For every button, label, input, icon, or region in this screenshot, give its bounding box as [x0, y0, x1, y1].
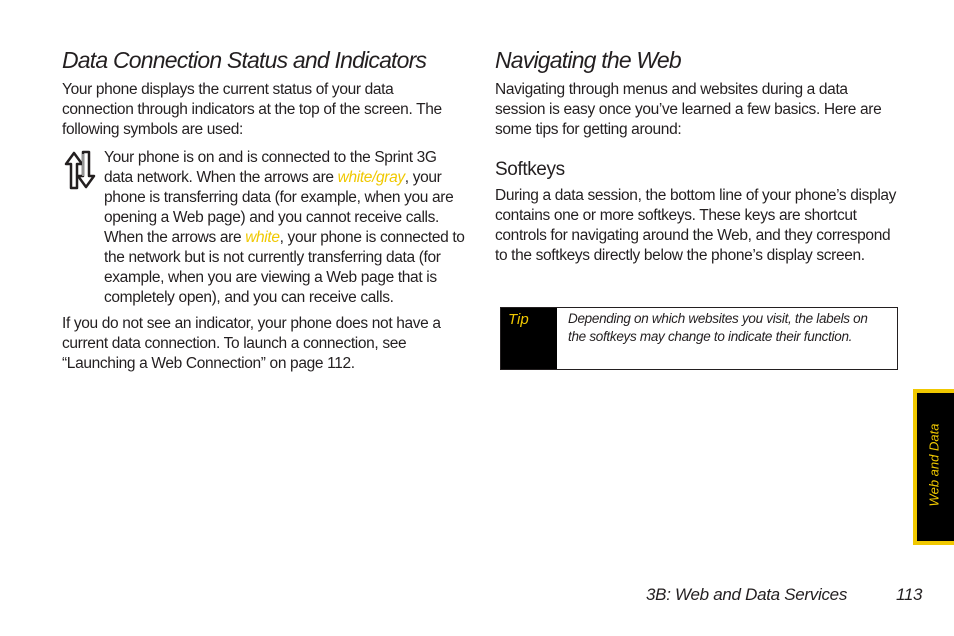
indicator-text-1: Your phone is on and is connected to the Sprint 3G data network. When the arrows are [104, 149, 437, 186]
indicator-item [62, 148, 467, 308]
side-tab [913, 389, 954, 545]
outro-paragraph: If you do not see an indicator, your phone does not have a current data connection. To launch a connection, see “Launching a Web Connection” on page 112. [62, 315, 441, 372]
softkeys-paragraph: During a data session, the bottom line of your phone’s display contains one or more softkeys. These keys are shortcut controls for navigating around the Web, and they correspond to the softkeys directly below the phone’s display screen. [495, 187, 897, 264]
softkeys-subheading: Softkeys [495, 159, 565, 180]
page-number: 113 [896, 585, 923, 604]
web-intro-paragraph: Navigating through menus and websites during a data session is easy once you’ve learned a few basics. Here are some tips for getting around: [495, 81, 882, 138]
tip-box [500, 307, 898, 370]
indicator-text-2: , your phone is transferring data (for example, when you are opening a Web page) and you cannot receive calls. When the arrows are [104, 169, 454, 246]
highlight-white: white [245, 229, 280, 246]
tip-text: Depending on which websites you visit, the labels on the softkeys may change to indicate their function. [568, 311, 868, 344]
footer-section-title: 3B: Web and Data Services [646, 585, 848, 604]
left-column [62, 44, 467, 374]
side-tab-label: Web and Data [926, 423, 942, 507]
indicator-description [104, 148, 467, 308]
indicator-text-3: , your phone is connected to the network but is not currently transferring data (for example, when you are viewing a Web page that is completely open), and you can receive calls. [104, 229, 465, 306]
intro-paragraph: Your phone displays the current status of your data connection through indicators at the top of the screen. The following symbols are used: [62, 81, 442, 138]
tip-label: Tip [501, 308, 557, 369]
section-heading: Data Connection Status and Indicators [62, 47, 427, 73]
section-heading-web: Navigating the Web [495, 47, 681, 73]
data-arrows-icon [62, 148, 104, 308]
right-column [495, 44, 900, 266]
highlight-white-gray: white/gray [337, 169, 405, 186]
